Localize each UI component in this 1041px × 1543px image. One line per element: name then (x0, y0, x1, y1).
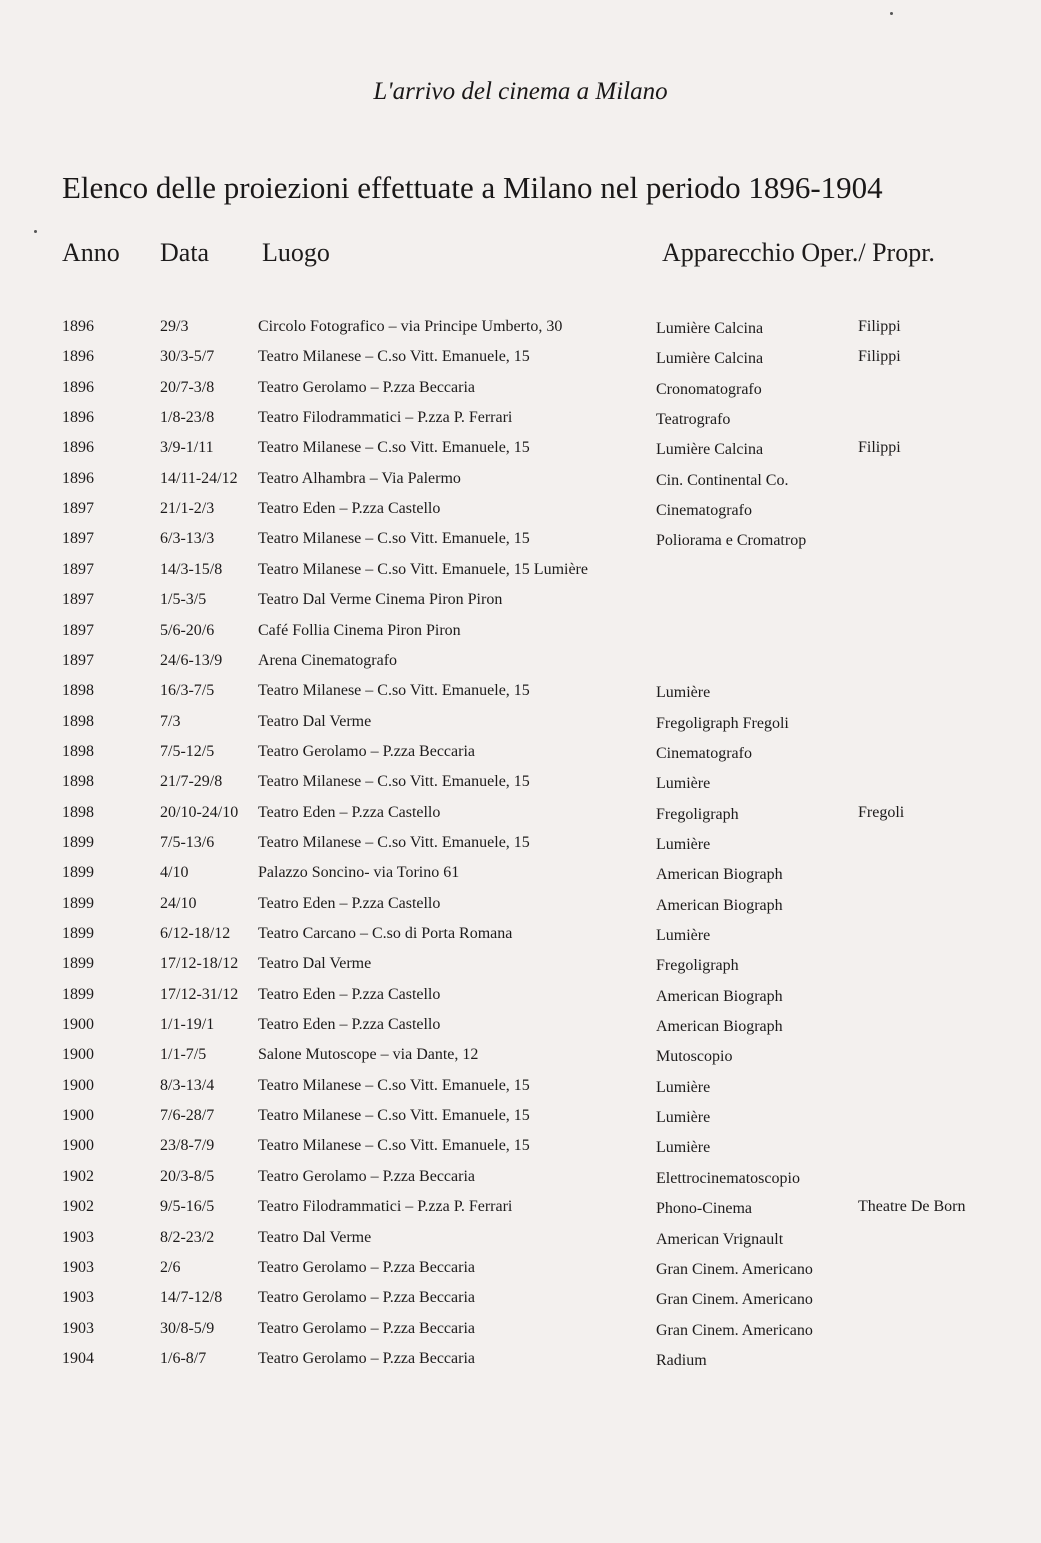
cell-luogo: Palazzo Soncino- via Torino 61 (258, 864, 460, 882)
header-apparecchio: Apparecchio Oper./ Propr. (662, 238, 935, 267)
cell-apparecchio: Lumière (656, 1109, 711, 1127)
table-row (0, 864, 1041, 894)
cell-apparecchio: Lumière Calcina (656, 350, 764, 368)
cell-apparecchio: Lumière (656, 684, 711, 702)
cell-apparecchio: Fregoligraph Fregoli (656, 714, 789, 732)
cell-luogo: Teatro Gerolamo – P.zza Beccaria (258, 1167, 475, 1185)
cell-data: 14/7-12/8 (160, 1289, 223, 1307)
cell-luogo: Teatro Dal Verme (258, 1228, 372, 1246)
cell-apparecchio: American Biograph (656, 987, 783, 1005)
cell-luogo: Teatro Milanese – C.so Vitt. Emanuele, 15 (258, 439, 530, 457)
table-row (0, 804, 1041, 834)
table-row (0, 1259, 1041, 1289)
cell-luogo: Arena Cinematografo (258, 651, 398, 669)
cell-data: 6/12-18/12 (160, 925, 231, 942)
cell-apparecchio: American Biograph (656, 866, 783, 884)
cell-luogo: Café Follia Cinema Piron Piron (258, 621, 461, 639)
running-head: L'arrivo del cinema a Milano (373, 78, 668, 105)
table-row (0, 834, 1041, 864)
cell-apparecchio: Fregoligraph (656, 805, 739, 823)
cell-data: 1/1-7/5 (160, 1046, 207, 1064)
cell-data: 7/5-13/6 (160, 833, 215, 851)
cell-data: 17/12-31/12 (160, 985, 239, 1003)
cell-anno: 1898 (62, 773, 94, 791)
cell-luogo: Teatro Gerolamo – P.zza Beccaria (258, 742, 475, 760)
table-row (0, 1168, 1041, 1198)
cell-data: 8/3-13/4 (160, 1076, 215, 1094)
table-row (0, 470, 1041, 500)
cell-anno: 1899 (62, 985, 94, 1003)
cell-data: 9/5-16/5 (160, 1198, 215, 1216)
cell-luogo: Teatro Eden – P.zza Castello (258, 803, 441, 821)
print-speck (34, 230, 37, 233)
cell-anno: 1902 (62, 1167, 94, 1185)
cell-data: 7/5-12/5 (160, 742, 215, 760)
cell-data: 7/3 (160, 712, 181, 730)
cell-luogo: Teatro Milanese – C.so Vitt. Emanuele, 15 (258, 1076, 530, 1094)
cell-anno: 1898 (62, 712, 94, 730)
cell-luogo: Teatro Eden – P.zza Castello (258, 500, 441, 518)
cell-luogo: Teatro Eden – P.zza Castello (258, 894, 441, 912)
cell-data: 1/6-8/7 (160, 1349, 207, 1367)
cell-data: 3/9-1/11 (160, 439, 214, 457)
cell-data: 14/11-24/12 (160, 469, 238, 487)
cell-apparecchio: Mutoscopio (656, 1048, 733, 1066)
cell-luogo: Teatro Milanese – C.so Vitt. Emanuele, 15 (258, 682, 530, 700)
cell-luogo: Teatro Gerolamo – P.zza Beccaria (258, 1319, 475, 1337)
cell-data: 4/10 (160, 864, 189, 882)
cell-anno: 1899 (62, 955, 94, 973)
cell-anno: 1900 (62, 1046, 94, 1064)
table-row (0, 773, 1041, 803)
cell-apparecchio: Cinematografo (656, 744, 752, 762)
cell-anno: 1897 (62, 530, 94, 548)
cell-anno: 1897 (62, 560, 94, 578)
cell-luogo: Teatro Filodrammatici – P.zza P. Ferrari (258, 1198, 513, 1216)
cell-apparecchio: Cin. Continental Co. (656, 471, 789, 489)
cell-luogo: Teatro Milanese – C.so Vitt. Emanuele, 15 Lumière (258, 560, 588, 578)
cell-proprietario: Theatre De Born (858, 1198, 966, 1216)
cell-data: 17/12-18/12 (160, 955, 239, 973)
cell-luogo: Teatro Milanese – C.so Vitt. Emanuele, 15 (258, 1107, 530, 1125)
cell-luogo: Teatro Carcano – C.so di Porta Romana (258, 925, 513, 942)
cell-luogo: Teatro Milanese – C.so Vitt. Emanuele, 15 (258, 348, 530, 366)
cell-anno: 1897 (62, 500, 94, 518)
cell-data: 20/10-24/10 (160, 803, 239, 821)
table-row (0, 1289, 1041, 1319)
cell-apparecchio: Lumière (656, 927, 711, 944)
header-anno: Anno (62, 238, 120, 267)
table-row (0, 713, 1041, 743)
cell-data: 21/1-2/3 (160, 500, 215, 518)
table-row (0, 439, 1041, 469)
cell-anno: 1900 (62, 1076, 94, 1094)
cell-apparecchio: Gran Cinem. Americano (656, 1321, 813, 1339)
cell-data: 7/6-28/7 (160, 1107, 215, 1125)
cell-anno: 1903 (62, 1289, 94, 1307)
table-row (0, 955, 1041, 985)
cell-luogo: Teatro Eden – P.zza Castello (258, 1016, 441, 1034)
header-luogo: Luogo (262, 238, 330, 267)
cell-anno: 1904 (62, 1349, 94, 1367)
cell-anno: 1898 (62, 742, 94, 760)
cell-apparecchio: Phono-Cinema (656, 1200, 752, 1218)
cell-apparecchio: Lumière (656, 835, 711, 853)
cell-data: 20/7-3/8 (160, 378, 215, 396)
table-row (0, 591, 1041, 621)
table-row (0, 1137, 1041, 1167)
cell-luogo: Teatro Milanese – C.so Vitt. Emanuele, 15 (258, 833, 530, 851)
cell-luogo: Teatro Dal Verme (258, 955, 372, 973)
cell-anno: 1896 (62, 348, 94, 366)
cell-data: 24/10 (160, 894, 197, 912)
cell-data: 1/8-23/8 (160, 409, 215, 427)
cell-anno: 1899 (62, 894, 94, 912)
cell-anno: 1896 (62, 439, 94, 457)
cell-anno: 1899 (62, 925, 94, 942)
table-row (0, 1046, 1041, 1076)
cell-data: 24/6-13/9 (160, 651, 223, 669)
cell-apparecchio: Lumière (656, 1139, 711, 1157)
cell-data: 1/5-3/5 (160, 591, 207, 609)
cell-proprietario: Fregoli (858, 803, 905, 821)
cell-anno: 1903 (62, 1258, 94, 1276)
cell-data: 2/6 (160, 1258, 181, 1276)
cell-anno: 1898 (62, 803, 94, 821)
cell-anno: 1896 (62, 378, 94, 396)
cell-anno: 1903 (62, 1319, 94, 1337)
cell-apparecchio: Lumière Calcina (656, 320, 764, 337)
cell-apparecchio: Elettrocinematoscopio (656, 1169, 800, 1187)
cell-apparecchio: Lumière Calcina (656, 441, 764, 459)
cell-apparecchio: Lumière (656, 1078, 711, 1096)
table-row (0, 895, 1041, 925)
cell-anno: 1902 (62, 1198, 94, 1216)
cell-anno: 1896 (62, 469, 94, 487)
table-row (0, 379, 1041, 409)
table-row (0, 1350, 1041, 1380)
table-row (0, 561, 1041, 591)
cell-anno: 1896 (62, 318, 94, 335)
cell-apparecchio: Lumière (656, 775, 711, 793)
cell-luogo: Teatro Eden – P.zza Castello (258, 985, 441, 1003)
cell-anno: 1900 (62, 1137, 94, 1155)
table-row (0, 1107, 1041, 1137)
cell-anno: 1897 (62, 621, 94, 639)
cell-apparecchio: Gran Cinem. Americano (656, 1260, 813, 1278)
cell-luogo: Teatro Gerolamo – P.zza Beccaria (258, 1349, 475, 1367)
table-row (0, 409, 1041, 439)
cell-data: 8/2-23/2 (160, 1228, 215, 1246)
cell-luogo: Teatro Milanese – C.so Vitt. Emanuele, 15 (258, 530, 530, 548)
cell-data: 20/3-8/5 (160, 1167, 215, 1185)
table-row (0, 1016, 1041, 1046)
table-row (0, 1229, 1041, 1259)
table-row (0, 925, 1041, 955)
cell-data: 14/3-15/8 (160, 560, 223, 578)
cell-anno: 1899 (62, 833, 94, 851)
cell-luogo: Teatro Gerolamo – P.zza Beccaria (258, 378, 475, 396)
cell-data: 30/3-5/7 (160, 348, 215, 366)
cell-anno: 1897 (62, 651, 94, 669)
cell-proprietario: Filippi (858, 439, 901, 457)
cell-luogo: Teatro Gerolamo – P.zza Beccaria (258, 1258, 475, 1276)
cell-luogo: Teatro Dal Verme Cinema Piron Piron (258, 591, 503, 609)
cell-data: 21/7-29/8 (160, 773, 223, 791)
table-row (0, 1320, 1041, 1350)
cell-anno: 1899 (62, 864, 94, 882)
cell-apparecchio: Poliorama e Cromatrop (656, 532, 807, 550)
cell-anno: 1900 (62, 1107, 94, 1125)
cell-apparecchio: Teatrografo (656, 411, 731, 429)
cell-anno: 1896 (62, 409, 94, 427)
cell-apparecchio: Radium (656, 1351, 707, 1369)
cell-data: 5/6-20/6 (160, 621, 215, 639)
cell-data: 29/3 (160, 318, 189, 335)
header-data: Data (160, 238, 210, 267)
cell-apparecchio: American Biograph (656, 1018, 783, 1036)
table-row (0, 682, 1041, 712)
cell-data: 23/8-7/9 (160, 1137, 215, 1155)
table-title: Elenco delle proiezioni effettuate a Milano nel periodo 1896-1904 (62, 170, 883, 205)
cell-luogo: Teatro Milanese – C.so Vitt. Emanuele, 15 (258, 773, 530, 791)
cell-apparecchio: Gran Cinem. Americano (656, 1291, 813, 1309)
table-row (0, 622, 1041, 652)
table-row (0, 652, 1041, 682)
table-row (0, 986, 1041, 1016)
cell-data: 16/3-7/5 (160, 682, 215, 700)
cell-anno: 1898 (62, 682, 94, 700)
print-speck (890, 12, 893, 15)
cell-anno: 1897 (62, 591, 94, 609)
cell-luogo: Teatro Gerolamo – P.zza Beccaria (258, 1289, 475, 1307)
table-row (0, 318, 1041, 348)
table-row (0, 1198, 1041, 1228)
cell-data: 30/8-5/9 (160, 1319, 215, 1337)
cell-apparecchio: American Vrignault (656, 1230, 784, 1248)
cell-luogo: Salone Mutoscope – via Dante, 12 (258, 1046, 479, 1064)
cell-proprietario: Filippi (858, 348, 901, 366)
cell-luogo: Teatro Filodrammatici – P.zza P. Ferrari (258, 409, 513, 427)
cell-proprietario: Filippi (858, 318, 901, 335)
cell-luogo: Circolo Fotografico – via Principe Umberto, 30 (258, 318, 563, 335)
table-row (0, 348, 1041, 378)
cell-luogo: Teatro Milanese – C.so Vitt. Emanuele, 15 (258, 1137, 530, 1155)
table-row (0, 530, 1041, 560)
table-row (0, 500, 1041, 530)
table-row (0, 1077, 1041, 1107)
cell-luogo: Teatro Dal Verme (258, 712, 372, 730)
cell-apparecchio: Cronomatografo (656, 380, 762, 398)
cell-data: 6/3-13/3 (160, 530, 215, 548)
cell-apparecchio: Fregoligraph (656, 957, 739, 975)
table-row (0, 743, 1041, 773)
cell-apparecchio: Cinematografo (656, 502, 752, 520)
cell-luogo: Teatro Alhambra – Via Palermo (258, 469, 461, 487)
cell-anno: 1903 (62, 1228, 94, 1246)
cell-data: 1/1-19/1 (160, 1016, 215, 1034)
cell-anno: 1900 (62, 1016, 94, 1034)
cell-apparecchio: American Biograph (656, 896, 783, 914)
